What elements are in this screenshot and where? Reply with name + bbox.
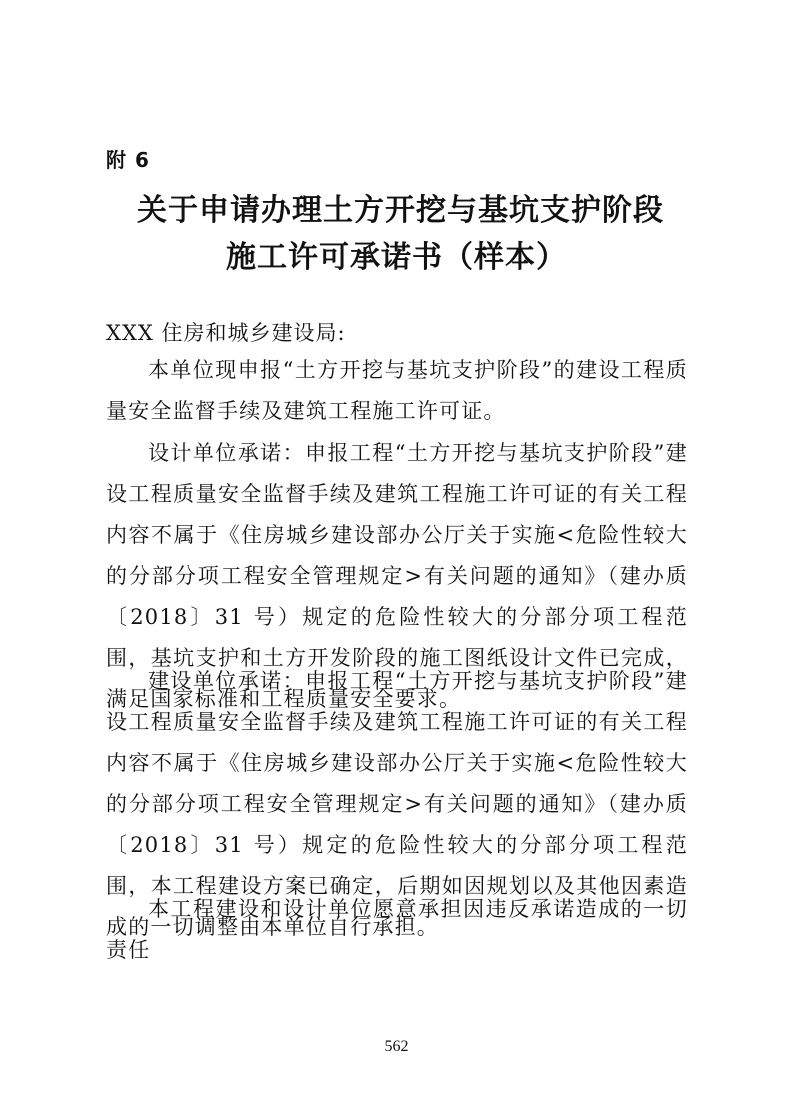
document-title-line-2: 施工许可承诺书（样本） (226, 240, 567, 275)
attachment-label: 附 6 (106, 148, 150, 172)
paragraph-application (106, 350, 688, 432)
document-title-line-1: 关于申请办理土方开挖与基坑支护阶段 (137, 193, 664, 228)
paragraph-text: 建设单位承诺：申报工程“土方开挖与基坑支护阶段”建设工程质量安全监督手续及建筑工程施工许可证的有关工程内容不属于《住房城乡建设部办公厅关于实施<危险性较大的分部分项工程安全管理规定>有关问题的通知》（建办质〔2018〕31 号）规定的危险性较大的分部分项工程范围，本工程建设方案已确定，后期如因规划以及其他因素造成的一切调整由本单位自行承担。 (106, 669, 688, 939)
paragraph-text: 设计单位承诺：申报工程“土方开挖与基坑支护阶段”建设工程质量安全监督手续及建筑工程施工许可证的有关工程内容不属于《住房城乡建设部办公厅关于实施<危险性较大的分部分项工程安全管理规定>有关问题的通知》（建办质〔2018〕31 号）规定的危险性较大的分部分项工程范围，基坑支护和土方开发阶段的施工图纸设计文件已完成，满足国家标准和工程质量安全要求。 (106, 441, 688, 711)
paragraph-liability (106, 889, 688, 971)
paragraph-text: 本工程建设和设计单位愿意承担因违反承诺造成的一切责任 (106, 897, 688, 962)
paragraph-text: 本单位现申报“土方开挖与基坑支护阶段”的建设工程质量安全监督手续及建筑工程施工许可证。 (106, 358, 688, 423)
salutation: XXX 住房和城乡建设局: (106, 321, 346, 345)
page-number: 562 (384, 1038, 409, 1055)
